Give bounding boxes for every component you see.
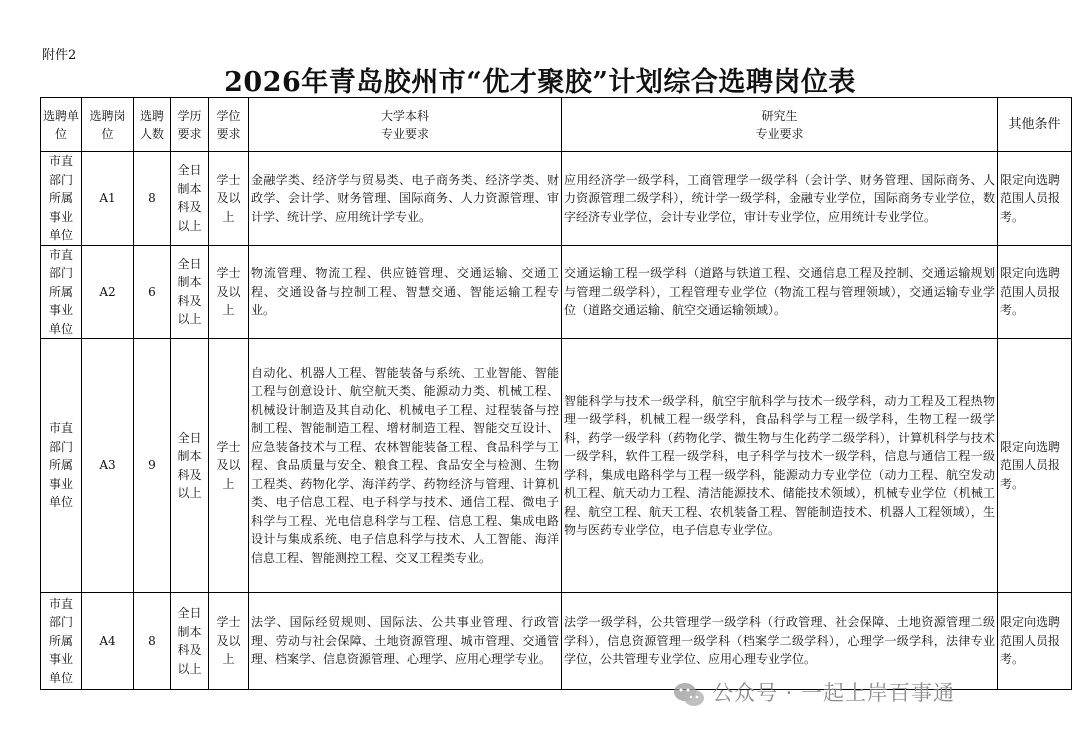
watermark-text: 公众号 · 一起上岸百事通 [712,681,956,705]
table-row [41,245,1072,339]
cell-other: 限定向选聘范围人员报考。 [998,245,1072,339]
page-title: 2026年青岛胶州市“优才聚胶”计划综合选聘岗位表 [224,67,856,98]
cell-grad: 智能科学与技术一级学科，航空宇航科学与技术一级学科，动力工程及工程热物理一级学科，机械工程一级学科，食品科学与工程一级学科，生物工程一级学科，药学一级学科（药物化学、微生物与生化药学二级学科），计算机科学与技术一级学科，软件工程一级学科，电子科学与技术一级学科，信息与通信工程一级学科，集成电路科学与工程一级学科，能源动力专业学位（动力工程、航空发动机工程、航天动力工程、清洁能源技术、储能技术领域），机械专业学位（机械工程、航空工程、航天工程、农机装备工程、智能制造技术、机器人工程领域），生物与医药专业学位，电子信息专业学位。 [562,339,998,593]
header-grad [562,98,998,152]
table-row [41,152,1072,246]
cell-education: 全日制本科及以上 [171,593,209,690]
header-row [41,98,1072,152]
cell-undergrad: 法学、国际经贸规则、国际法、公共事业管理、行政管理、劳动与社会保障、土地资源管理、城市管理、交通管理、档案学、信息资源管理、心理学、应用心理学专业。 [249,593,562,690]
header-count: 选聘人数 [134,98,171,152]
cell-undergrad: 自动化、机器人工程、智能装备与系统、工业智能、智能工程与创意设计、航空航天类、能源动力类、机械工程、机械设计制造及其自动化、机械电子工程、过程装备与控制工程、智能制造工程、增材制造工程、智能交互设计、应急装备技术与工程、农林智能装备工程、食品科学与工程、食品质量与安全、粮食工程、食品安全与检测、生物工程类、药物化学、海洋药学、药物经济与管理、计算机类、电子信息工程、电子科学与技术、通信工程、微电子科学与工程、光电信息科学与工程、信息工程、集成电路设计与集成系统、电子信息科学与技术、人工智能、海洋信息工程、智能测控工程、交叉工程类专业。 [249,339,562,593]
header-other: 其他条件 [998,98,1072,152]
cell-unit: 市直部门所属事业单位 [41,593,82,690]
table-row [41,593,1072,690]
cell-position: A2 [82,245,134,339]
attachment-label: 附件2 [42,48,77,63]
cell-unit: 市直部门所属事业单位 [41,339,82,593]
cell-other: 限定向选聘范围人员报考。 [998,339,1072,593]
cell-grad: 法学一级学科，公共管理学一级学科（行政管理、社会保障、土地资源管理二级学科），信息资源管理一级学科（档案学二级学科），心理学一级学科，法律专业学位，公共管理专业学位、应用心理专业学位。 [562,593,998,690]
cell-position: A4 [82,593,134,690]
cell-other: 限定向选聘范围人员报考。 [998,593,1072,690]
cell-count: 8 [134,152,171,246]
cell-degree: 学士及以上 [209,152,249,246]
header-grad-line2: 专业要求 [755,126,804,141]
header-unit: 选聘单位 [41,98,82,152]
header-degree: 学位要求 [209,98,249,152]
header-education: 学历要求 [171,98,209,152]
cell-education: 全日制本科及以上 [171,339,209,593]
cell-degree: 学士及以上 [209,339,249,593]
header-undergrad-line2: 专业要求 [380,126,429,141]
cell-undergrad: 金融学类、经济学与贸易类、电子商务类、经济学类、财政学、会计学、财务管理、国际商务、人力资源管理、审计学、统计学、应用统计学专业。 [249,152,562,246]
cell-degree: 学士及以上 [209,593,249,690]
cell-count: 9 [134,339,171,593]
cell-position: A3 [82,339,134,593]
positions-table [40,97,1072,690]
header-undergrad [249,98,562,152]
cell-education: 全日制本科及以上 [171,152,209,246]
cell-education: 全日制本科及以上 [171,245,209,339]
cell-degree: 学士及以上 [209,245,249,339]
table-row [41,339,1072,593]
cell-position: A1 [82,152,134,246]
wechat-icon [672,681,706,709]
cell-count: 8 [134,593,171,690]
cell-grad: 应用经济学一级学科，工商管理学一级学科（会计学、财务管理、国际商务、人力资源管理二级学科），统计学一级学科，金融专业学位，国际商务专业学位，数字经济专业学位，会计专业学位，审计专业学位，应用统计专业学位。 [562,152,998,246]
cell-count: 6 [134,245,171,339]
cell-unit: 市直部门所属事业单位 [41,152,82,246]
header-grad-line1: 研究生 [761,108,798,123]
cell-undergrad: 物流管理、物流工程、供应链管理、交通运输、交通工程、交通设备与控制工程、智慧交通、智能运输工程专业。 [249,245,562,339]
cell-other: 限定向选聘范围人员报考。 [998,152,1072,246]
cell-grad: 交通运输工程一级学科（道路与铁道工程、交通信息工程及控制、交通运输规划与管理二级学科），工程管理专业学位（物流工程与管理领域），交通运输专业学位（道路交通运输、航空交通运输领域）。 [562,245,998,339]
cell-unit: 市直部门所属事业单位 [41,245,82,339]
header-undergrad-line1: 大学本科 [380,108,429,123]
header-position: 选聘岗位 [82,98,134,152]
